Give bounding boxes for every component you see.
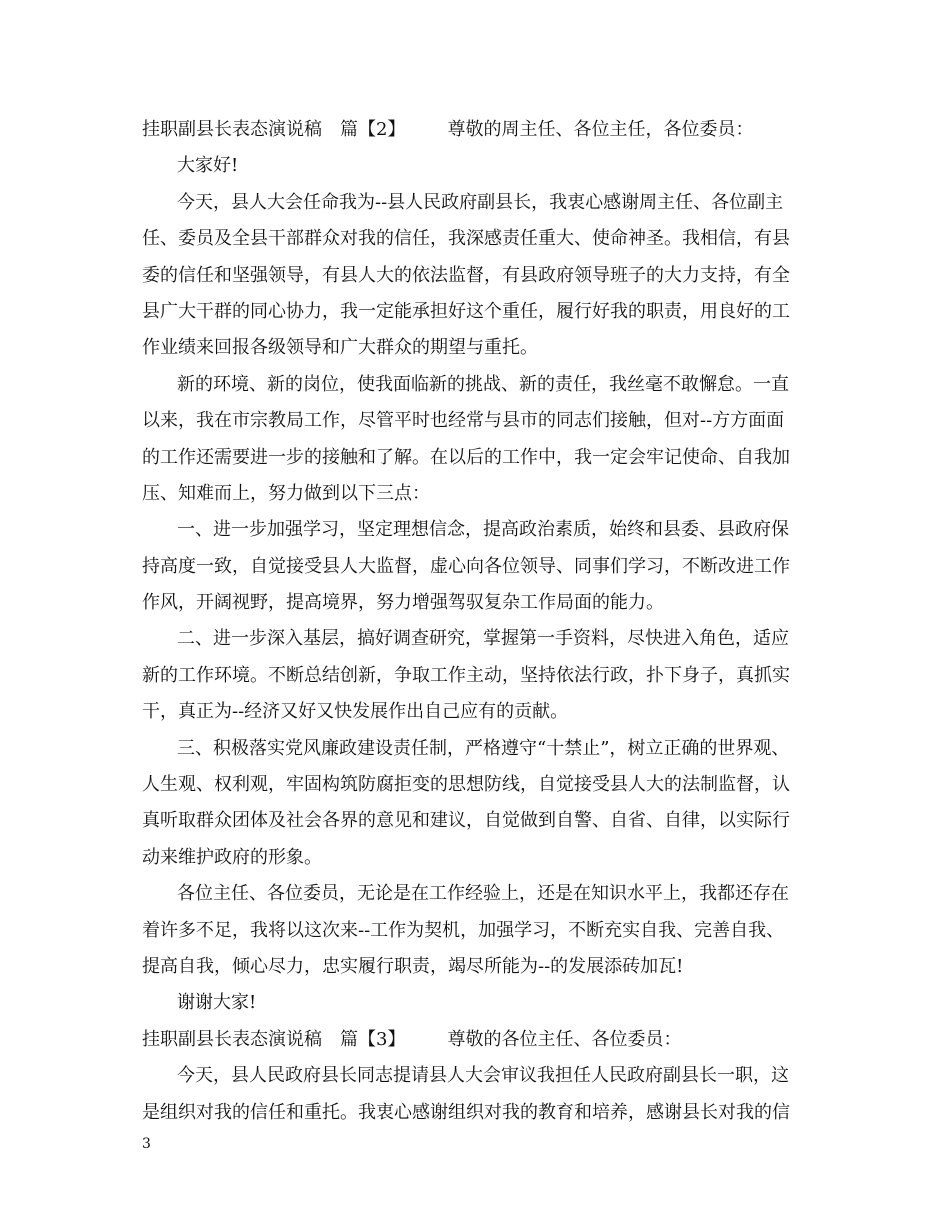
line-text: 大家好!: [177, 155, 239, 177]
text-line: [142, 553, 822, 589]
line-text: 县广大干群的同心协力，我一定能承担好这个重任，履行好我的职责，用良好的工: [142, 300, 790, 322]
line-text: 一、进一步加强学习，坚定理想信念，提高政治素质，始终和县委、县政府保: [177, 519, 789, 541]
line-text: 任、委员及全县干部群众对我的信任，我深感责任重大、使命神圣。我相信，有县: [142, 228, 790, 250]
line-text: 真听取群众团体及社会各界的意见和建议，自觉做到自警、自省、自律，以实际行: [142, 810, 790, 832]
text-line: [142, 844, 822, 880]
text-line: [142, 771, 822, 807]
text-line: [142, 917, 822, 953]
line-text: 的工作还需要进一步的接触和了解。在以后的工作中，我一定会牢记使命、自我加: [142, 446, 790, 468]
line-text: 作风，开阔视野，提高境界，努力增强驾驭复杂工作局面的能力。: [142, 592, 664, 614]
line-text: 压、知难而上，努力做到以下三点：: [142, 482, 430, 504]
text-line: [142, 989, 822, 1025]
text-line: [142, 735, 822, 771]
line-text: 三、积极落实党风廉政建设责任制，严格遵守“十禁止”，树立正确的世界观、: [177, 737, 790, 759]
text-line: [142, 371, 822, 407]
heading-title: 挂职副县长表态演说稿: [142, 119, 322, 140]
text-line: [142, 152, 822, 188]
line-text: 提高自我，倾心尽力，忠实履行职责，竭尽所能为--的发展添砖加瓦!: [142, 955, 684, 977]
text-line: [142, 953, 822, 989]
text-line: [142, 225, 822, 261]
text-line: [142, 1099, 822, 1135]
page-number: 3: [142, 1136, 151, 1152]
text-line: [142, 662, 822, 698]
text-line: [142, 516, 822, 552]
line-text: 新的环境、新的岗位，使我面临新的挑战、新的责任，我丝毫不敢懈怠。一直: [177, 373, 789, 395]
text-line: [142, 589, 822, 625]
text-line: [142, 807, 822, 843]
line-text: 是组织对我的信任和重托。我衷心感谢组织对我的教育和培养，感谢县长对我的信: [142, 1101, 790, 1123]
line-text: 二、进一步深入基层，搞好调查研究，掌握第一手资料，尽快进入角色，适应: [177, 628, 789, 650]
line-text: 以来，我在市宗教局工作，尽管平时也经常与县市的同志们接触，但对--方方面面: [142, 410, 785, 432]
heading-section-number: 篇【3】: [340, 1028, 406, 1050]
line-text: 人生观、权利观，牢固构筑防腐拒变的思想防线，自觉接受县人大的法制监督，认: [142, 774, 790, 796]
line-text: 谢谢大家!: [177, 992, 257, 1014]
line-text: 各位主任、各位委员，无论是在工作经验上，还是在知识水平上，我都还存在: [177, 883, 789, 905]
document-body: [142, 116, 822, 1135]
text-line: [142, 480, 822, 516]
text-line: [142, 262, 822, 298]
heading-section-number: 篇【2】: [340, 119, 406, 140]
heading-salutation: 尊敬的周主任、各位主任，各位委员：: [447, 119, 754, 140]
line-text: 干，真正为--经济又好又快发展作出自己应有的贡献。: [142, 701, 569, 723]
heading-salutation: 尊敬的各位主任、各位委员：: [447, 1028, 682, 1050]
line-text: 作业绩来回报各级领导和广大群众的期望与重托。: [142, 337, 538, 359]
text-line: [142, 698, 822, 734]
text-line: [142, 444, 822, 480]
heading-title: 挂职副县长表态演说稿: [142, 1028, 322, 1050]
text-line: [142, 189, 822, 225]
line-text: 委的信任和坚强领导，有县人大的依法监督，有县政府领导班子的大力支持，有全: [142, 264, 790, 286]
text-line: [142, 880, 822, 916]
text-line: [142, 407, 822, 443]
line-text: 动来维护政府的形象。: [142, 846, 322, 868]
line-text: 今天，县人大会任命我为--县人民政府副县长，我衷心感谢周主任、各位副主: [177, 191, 784, 213]
line-text: 新的工作环境。不断总结创新，争取工作主动，坚持依法行政，扑下身子，真抓实: [142, 664, 790, 686]
section-heading: [142, 116, 822, 152]
text-line: [142, 1062, 822, 1098]
line-text: 今天，县人民政府县长同志提请县人大会审议我担任人民政府副县长一职，这: [177, 1065, 789, 1087]
text-line: [142, 625, 822, 661]
text-line: [142, 298, 822, 334]
line-text: 持高度一致，自觉接受县人大监督，虚心向各位领导、同事们学习，不断改进工作: [142, 555, 790, 577]
text-line: [142, 334, 822, 370]
section-heading: [142, 1026, 822, 1062]
line-text: 着许多不足，我将以这次来--工作为契机，加强学习，不断充实自我、完善自我、: [142, 919, 785, 941]
